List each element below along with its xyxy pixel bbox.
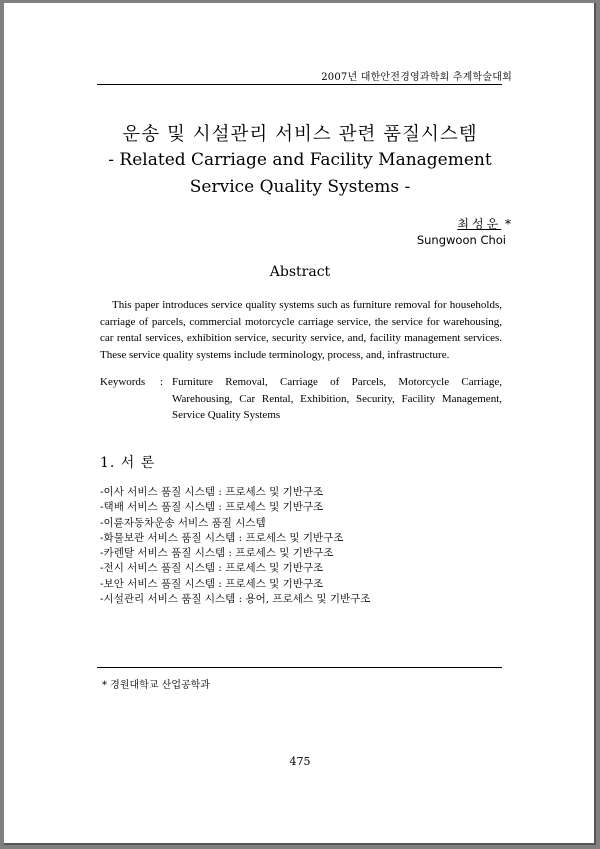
title-english-line2: Service Quality Systems -	[189, 177, 411, 197]
list-item: -이사 서비스 품질 시스템 : 프로세스 및 기반구조	[100, 486, 324, 498]
keywords-label: Keywords	[100, 376, 146, 388]
abstract-heading: Abstract	[269, 264, 331, 280]
page-number: 475	[289, 755, 311, 768]
list-item: -택배 서비스 품질 시스템 : 프로세스 및 기반구조	[100, 501, 324, 514]
section-title: 1. 서 론	[100, 455, 156, 471]
abstract-body: This paper introduces service quality systems such as furniture removal for households, carriage of parcels, commercial motorcycle carriage service, the service for warehousing, car rental services, exhibition service, security service, and, facility management services. These service quality systems include terminology, process, and, infrastructure.	[100, 299, 502, 361]
keywords-list: Furniture Removal, Carriage of Parcels, Motorcycle Carriage, Warehousing, Car Rental, Exhibition, Security, Facility Management, Service Quality Systems	[172, 376, 502, 421]
running-header: 2007년 대한안전경영과학회 추계학술대회	[321, 72, 512, 83]
author-korean	[457, 215, 511, 232]
list-item: -화물보관 서비스 품질 시스템 : 프로세스 및 기반구조	[100, 531, 344, 544]
list-item: -카렌탈 서비스 품질 시스템 : 프로세스 및 기반구조	[100, 547, 334, 560]
title-english-line1: - Related Carriage and Facility Management	[108, 150, 492, 170]
intro-list	[100, 485, 370, 607]
author-korean-name: 최성운	[457, 217, 502, 231]
title-korean: 운송 및 시설관리 서비스 관련 품질시스템	[122, 124, 478, 145]
keywords-block	[100, 374, 502, 424]
keywords-colon: :	[160, 376, 164, 388]
list-item: -전시 서비스 품질 시스템 : 프로세스 및 기반구조	[100, 562, 324, 575]
header-rule	[97, 84, 502, 85]
list-item: -시설관리 서비스 품질 시스템 : 용어, 프로세스 및 기반구조	[100, 593, 371, 606]
footnote-rule	[97, 667, 502, 668]
author-affiliation-mark: *	[505, 217, 511, 231]
footnote: * 경원대학교 산업공학과	[102, 680, 210, 691]
list-item: -이륜자동차운송 서비스 품질 시스템	[100, 516, 266, 529]
author-english: Sungwoon Choi	[416, 233, 506, 247]
list-item: -보안 서비스 품질 시스템 : 프로세스 및 기반구조	[100, 577, 324, 590]
